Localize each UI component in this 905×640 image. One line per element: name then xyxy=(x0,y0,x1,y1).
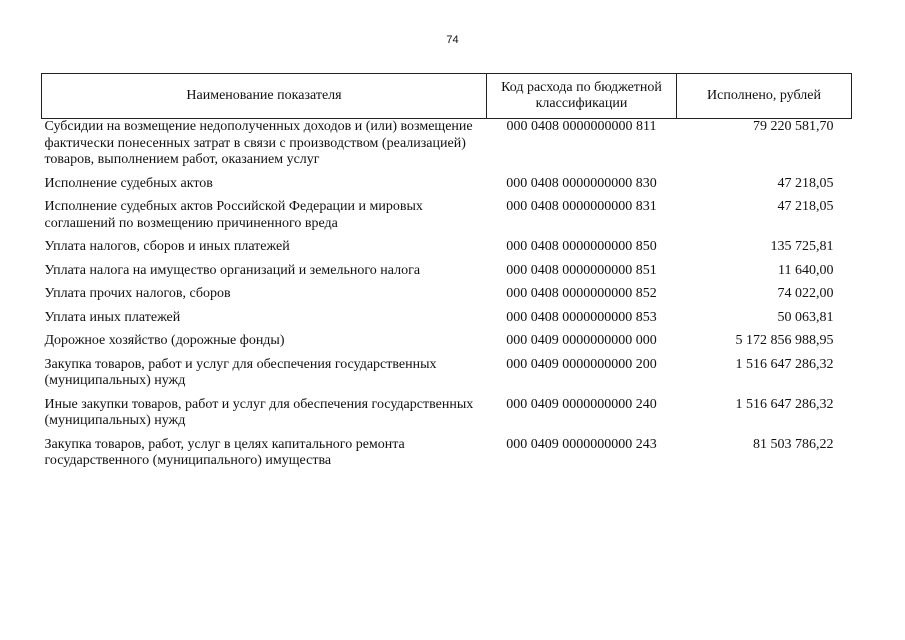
table-header-row xyxy=(42,74,852,119)
header-budget-code: Код расхода по бюджетной классификации xyxy=(487,74,677,119)
row-budget-code: 000 0408 0000000000 852 xyxy=(506,286,657,301)
row-amount: 79 220 581,70 xyxy=(753,119,834,134)
row-amount: 50 063,81 xyxy=(777,309,834,325)
row-budget-code: 000 0408 0000000000 811 xyxy=(506,119,657,134)
row-indicator-name: Уплата прочих налогов, сборов xyxy=(44,286,231,301)
row-indicator-name: Закупка товаров, работ, услуг в целях капитального ремонта государственного (муниципального) имущества xyxy=(44,436,405,468)
row-budget-code: 000 0409 0000000000 240 xyxy=(506,396,657,412)
row-indicator-name: Закупка товаров, работ и услуг для обеспечения государственных (муниципальных) нужд xyxy=(44,356,437,388)
row-amount: 47 218,05 xyxy=(777,175,834,191)
row-indicator-name: Исполнение судебных актов Российской Федерации и мировых соглашений по возмещению причиненного вреда xyxy=(44,199,423,231)
table-row xyxy=(42,119,852,176)
row-budget-code: 000 0408 0000000000 850 xyxy=(506,239,657,254)
row-indicator-name: Уплата налогов, сборов и иных платежей xyxy=(44,239,290,254)
row-amount: 11 640,00 xyxy=(778,262,834,278)
table-row xyxy=(42,397,852,437)
row-indicator-name: Уплата иных платежей xyxy=(44,309,181,325)
row-indicator-name: Субсидии на возмещение недополученных доходов и (или) возмещение фактически понесенных затрат в связи с производством (реализацией) товаров, выполнением работ, оказанием услуг xyxy=(44,119,473,167)
table-row xyxy=(42,239,852,263)
table-row xyxy=(42,310,852,334)
row-budget-code: 000 0409 0000000000 243 xyxy=(506,436,657,452)
row-indicator-name: Исполнение судебных актов xyxy=(44,175,213,191)
row-budget-code: 000 0408 0000000000 831 xyxy=(506,199,657,214)
row-budget-code: 000 0408 0000000000 853 xyxy=(506,309,657,325)
row-budget-code: 000 0408 0000000000 851 xyxy=(506,262,657,278)
row-budget-code: 000 0409 0000000000 000 xyxy=(506,333,657,348)
header-indicator-name: Наименование показателя xyxy=(42,74,487,119)
row-amount: 1 516 647 286,32 xyxy=(735,356,834,372)
table-row xyxy=(42,357,852,397)
row-amount: 5 172 856 988,95 xyxy=(735,333,834,348)
row-indicator-name: Дорожное хозяйство (дорожные фонды) xyxy=(44,333,285,348)
table-row xyxy=(42,176,852,200)
row-amount: 81 503 786,22 xyxy=(753,436,834,452)
table-row xyxy=(42,263,852,287)
row-amount: 74 022,00 xyxy=(777,286,834,301)
row-amount: 47 218,05 xyxy=(777,199,834,214)
row-amount: 1 516 647 286,32 xyxy=(735,396,834,412)
budget-execution-table xyxy=(41,73,852,477)
table-row xyxy=(42,199,852,239)
row-indicator-name: Уплата налога на имущество организаций и земельного налога xyxy=(44,262,421,278)
table-row xyxy=(42,333,852,357)
table-row xyxy=(42,437,852,477)
page-number: 74 xyxy=(446,34,459,46)
row-budget-code: 000 0409 0000000000 200 xyxy=(506,356,657,372)
row-amount: 135 725,81 xyxy=(770,239,834,254)
table-row xyxy=(42,286,852,310)
header-amount-executed: Исполнено, рублей xyxy=(677,74,852,119)
row-indicator-name: Иные закупки товаров, работ и услуг для обеспечения государственных (муниципальных) нужд xyxy=(44,396,474,428)
row-budget-code: 000 0408 0000000000 830 xyxy=(506,175,657,191)
